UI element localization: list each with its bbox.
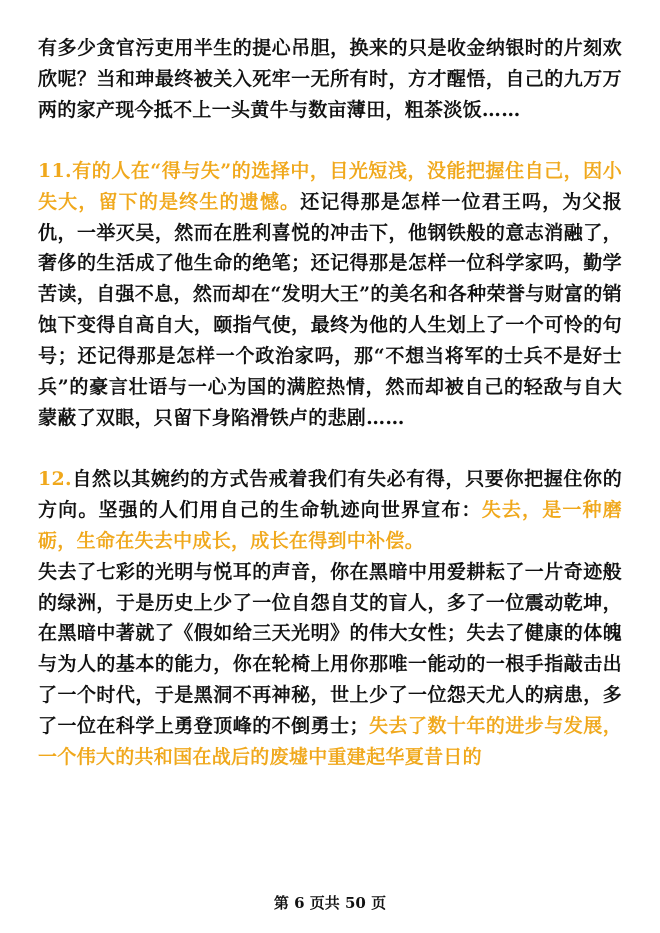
paragraph-13-text: 失去了七彩的光明与悦耳的声音，你在黑暗中用爱耕耘了一片奇迹般的绿洲，于是历史上少了一位自怨自艾的盲人，多了一位震动乾坤，在黑暗中著就了《假如给三天光明》的伟大女性；失去了健康的体魄与为人的基本的能力，你在轮椅上用你那唯一能动的一根手指敲击出了一个时代，于是黑洞不再神秘，世上少了一位怨天尤人的病患，多了一位在科学上勇登顶峰的不倒勇士； bbox=[38, 560, 622, 738]
paragraph-1-text: 有多少贪官污吏用半生的提心吊胆，换来的只是收金纳银时的片刻欢欣呢？当和珅最终被关入死牢一无所有时，方才醒悟，自己的九万万两的家产现今抵不上一头黄牛与数亩薄田，粗茶淡饭…… bbox=[38, 37, 622, 121]
paragraph-11-highlight: 有的人在“得与失”的选择中，目光短浅，没能把握住自己，因小失大，留下的是终生的遗憾。 bbox=[38, 159, 622, 213]
paragraph-13-highlight: 失去了数十年的进步与发展，一个伟大的共和国在战后的废墟中重建起华夏昔日的 bbox=[38, 715, 622, 769]
document-page bbox=[38, 33, 622, 773]
paragraph-11 bbox=[38, 156, 622, 434]
page-number-footer: 第 6 页共 50 页 bbox=[273, 894, 387, 912]
paragraph-13 bbox=[38, 557, 622, 773]
paragraph-11-number: 11. bbox=[38, 159, 72, 182]
paragraph-12 bbox=[38, 464, 622, 557]
paragraph-11-text: 还记得那是怎样一位君王吗，为父报仇，一举灭吴，然而在胜利喜悦的冲击下，他钢铁般的意志消融了，奢侈的生活成了他生命的绝笔；还记得那是怎样一位科学家吗，勤学苦读，自强不息，然而却在“发明大王”的美名和各种荣誉与财富的销蚀下变得自高自大，颐指气使，最终为他的人生划上了一个可怜的句号；还记得那是怎样一个政治家吗，那“不想当将军的士兵不是好士兵”的豪言壮语与一心为国的满腔热情，然而却被自己的轻敌与自大蒙蔽了双眼，只留下身陷滑铁卢的悲剧…… bbox=[38, 190, 622, 429]
paragraph-gap bbox=[38, 434, 622, 464]
paragraph-12-text: 自然以其婉约的方式告戒着我们有失必有得，只要你把握住你的方向。坚强的人们用自己的生命轨迹向世界宣布： bbox=[38, 467, 622, 521]
paragraph-12-number: 12. bbox=[38, 467, 72, 490]
paragraph-12-highlight: 失去，是一种磨砺，生命在失去中成长，成长在得到中补偿。 bbox=[38, 498, 622, 552]
paragraph-1 bbox=[38, 33, 622, 126]
paragraph-gap bbox=[38, 126, 622, 156]
